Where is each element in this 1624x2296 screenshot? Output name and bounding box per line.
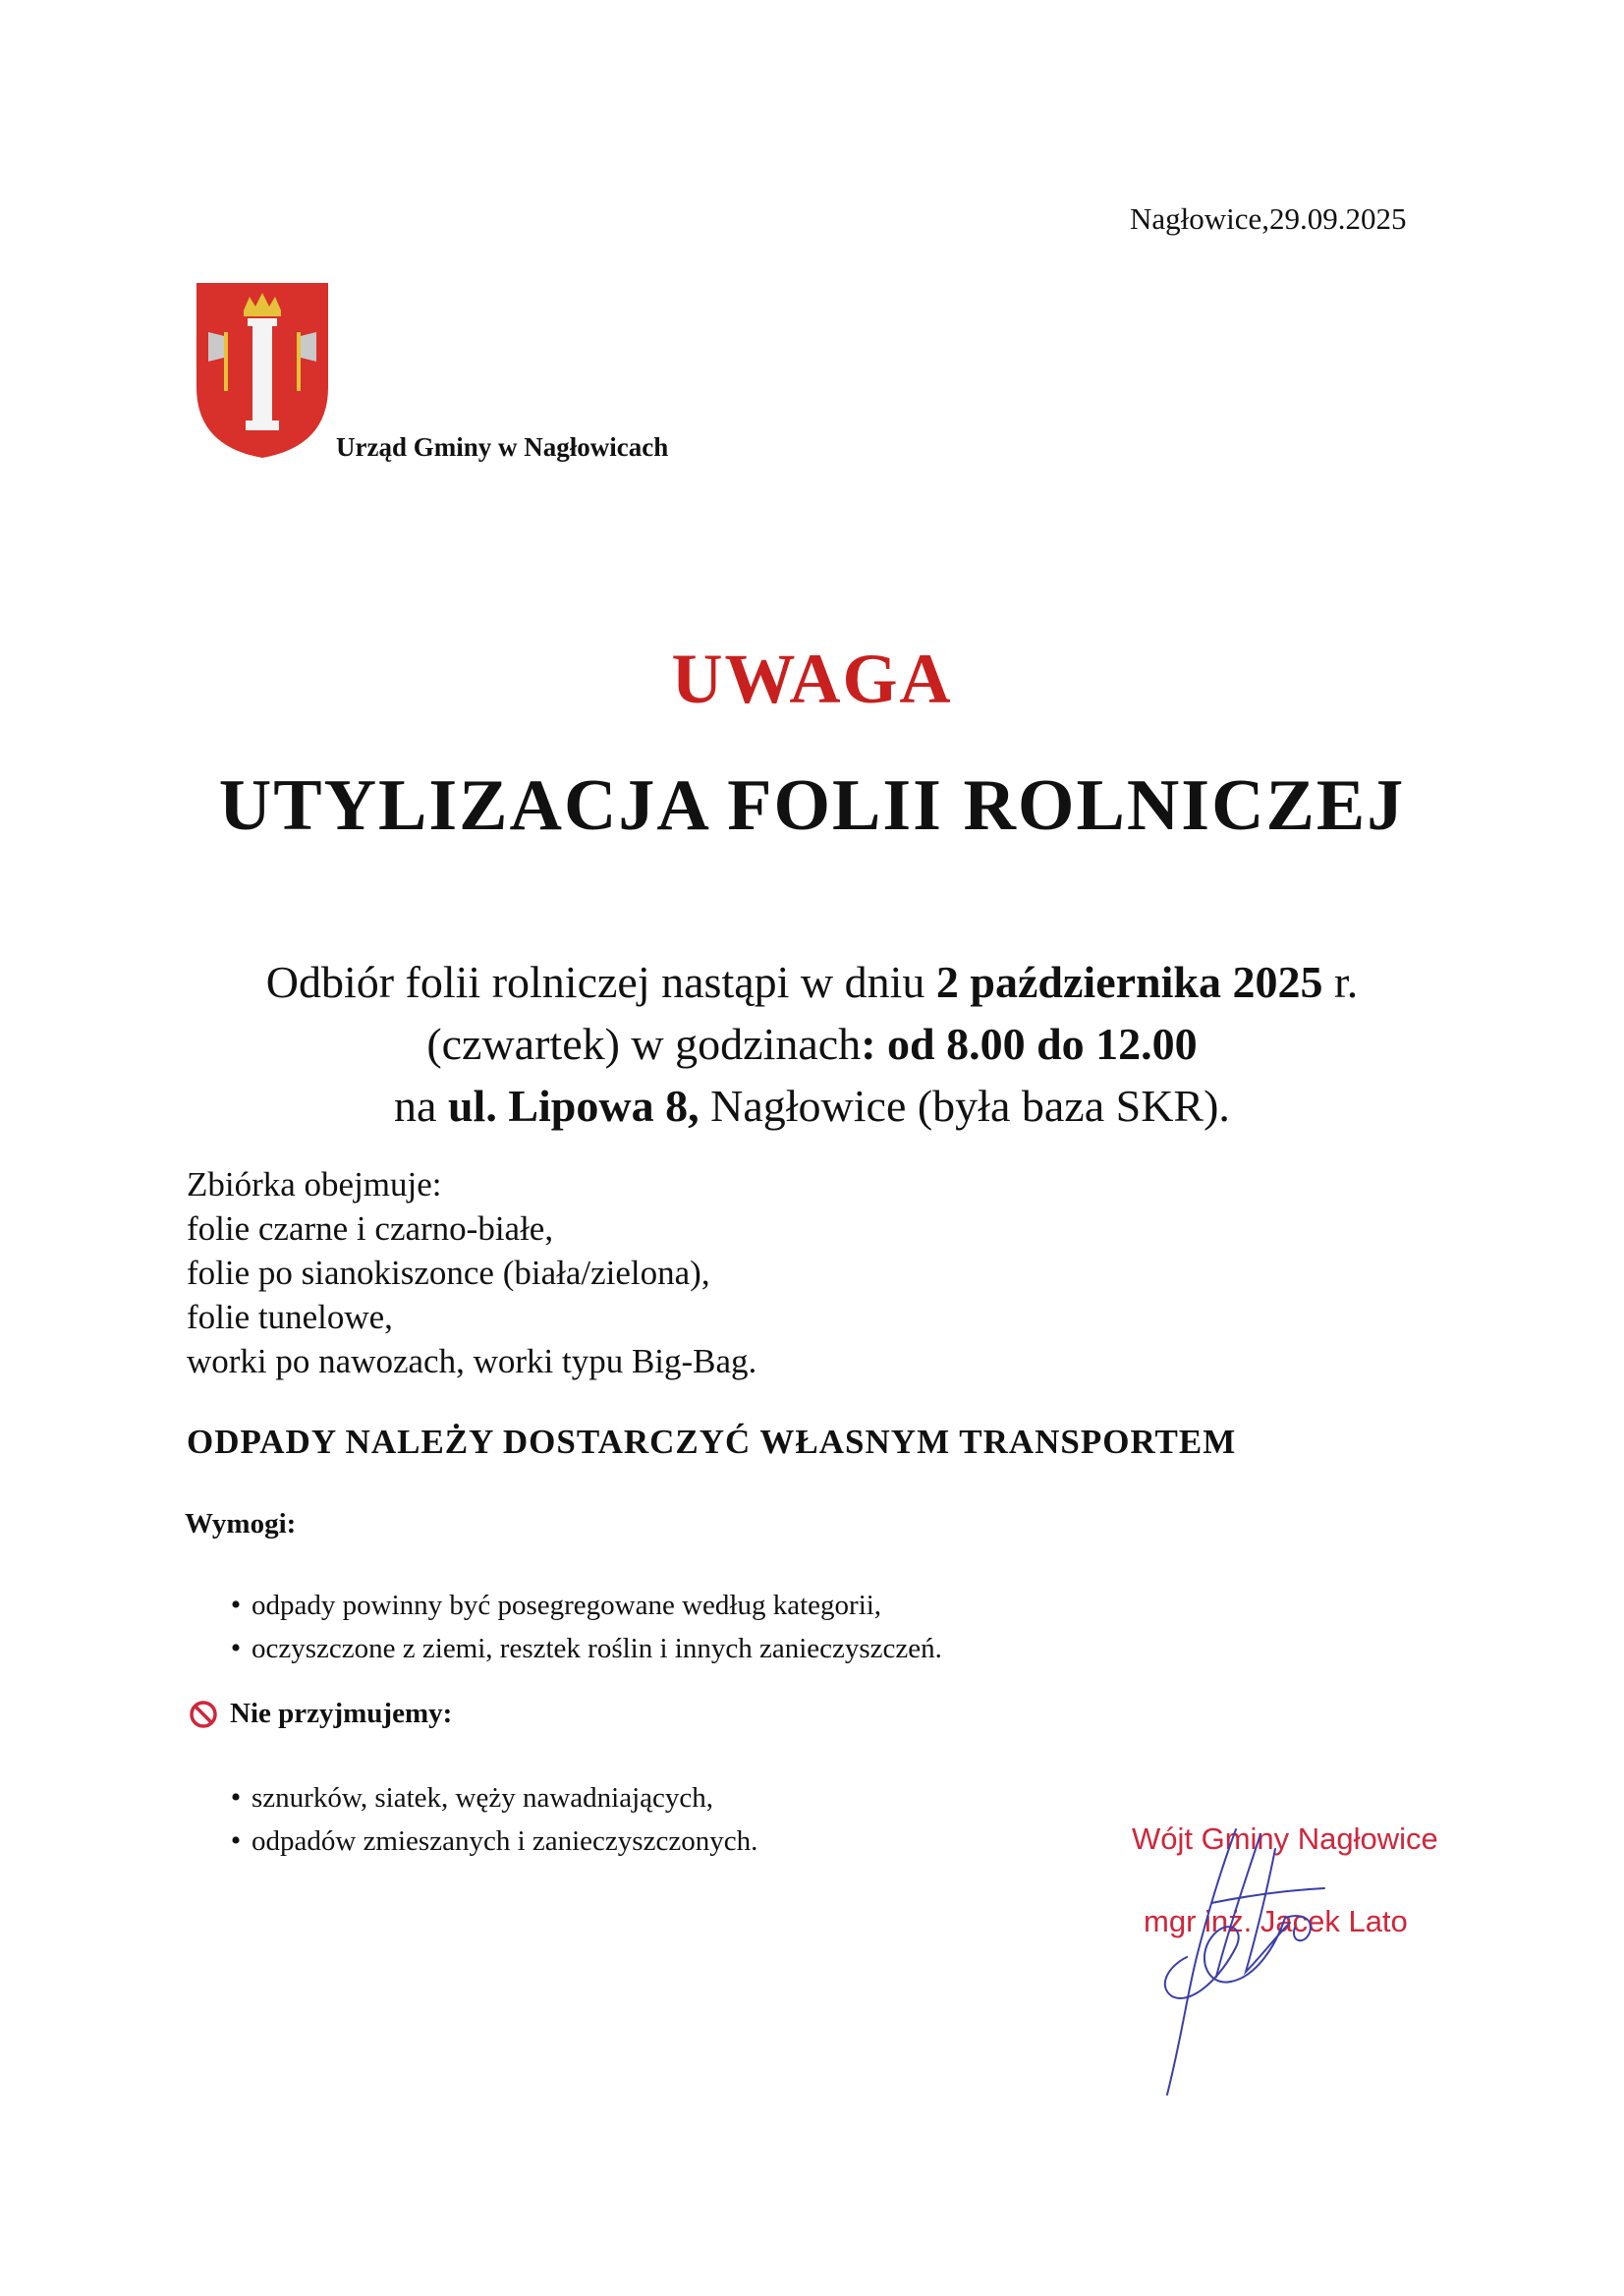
transport-notice: ODPADY NALEŻY DOSTARCZYĆ WŁASNYM TRANSPORTEM (187, 1423, 1237, 1461)
pickup-address-line: na ul. Lipowa 8, Nagłowice (była baza SKR). (394, 1081, 1230, 1131)
stamp-title: Wójt Gminy Nagłowice (1132, 1821, 1438, 1856)
handwritten-signature-icon (1128, 1810, 1482, 2104)
signature-stamp (1128, 1810, 1482, 2104)
collection-heading: Zbiórka obejmuje: (187, 1165, 442, 1204)
stamp-name: mgr inż. Jacek Lato (1144, 1904, 1408, 1938)
not-accepted-list (195, 1776, 757, 1863)
page-title: UTYLIZACJA FOLII ROLNICZEJ (218, 765, 1406, 846)
collection-list (187, 1162, 756, 1383)
prohibited-icon (189, 1700, 218, 1729)
list-item: worki po nawozach, worki typu Big-Bag. (187, 1342, 757, 1380)
list-item: folie po sianokiszonce (biała/zielona), (187, 1254, 710, 1292)
pickup-info (0, 951, 1624, 1137)
alert-heading: UWAGA (671, 640, 953, 718)
pickup-date-line: Odbiór folii rolniczej nastąpi w dniu 2 października 2025 r. (265, 957, 1359, 1007)
document-date: Nagłowice,29.09.2025 (1130, 201, 1407, 236)
list-item: • sznurków, siatek, węży nawadniających, (195, 1776, 757, 1820)
list-item: • oczyszczone z ziemi, resztek roślin i innych zanieczyszczeń. (195, 1627, 942, 1670)
not-accepted-heading: Nie przyjmujemy: (189, 1698, 452, 1730)
pickup-time-line: (czwartek) w godzinach: od 8.00 do 12.00 (426, 1019, 1198, 1069)
list-item: • odpady powinny być posegregowane według kategorii, (195, 1584, 942, 1627)
list-item: folie tunelowe, (187, 1298, 393, 1336)
office-name: Urząd Gminy w Nagłowicach (336, 432, 669, 462)
requirements-list (195, 1584, 942, 1670)
list-item: folie czarne i czarno-białe, (187, 1209, 554, 1248)
list-item: • odpadów zmieszanych i zanieczyszczonych. (195, 1820, 757, 1863)
requirements-heading: Wymogi: (185, 1508, 297, 1540)
coat-of-arms-icon (195, 281, 330, 460)
